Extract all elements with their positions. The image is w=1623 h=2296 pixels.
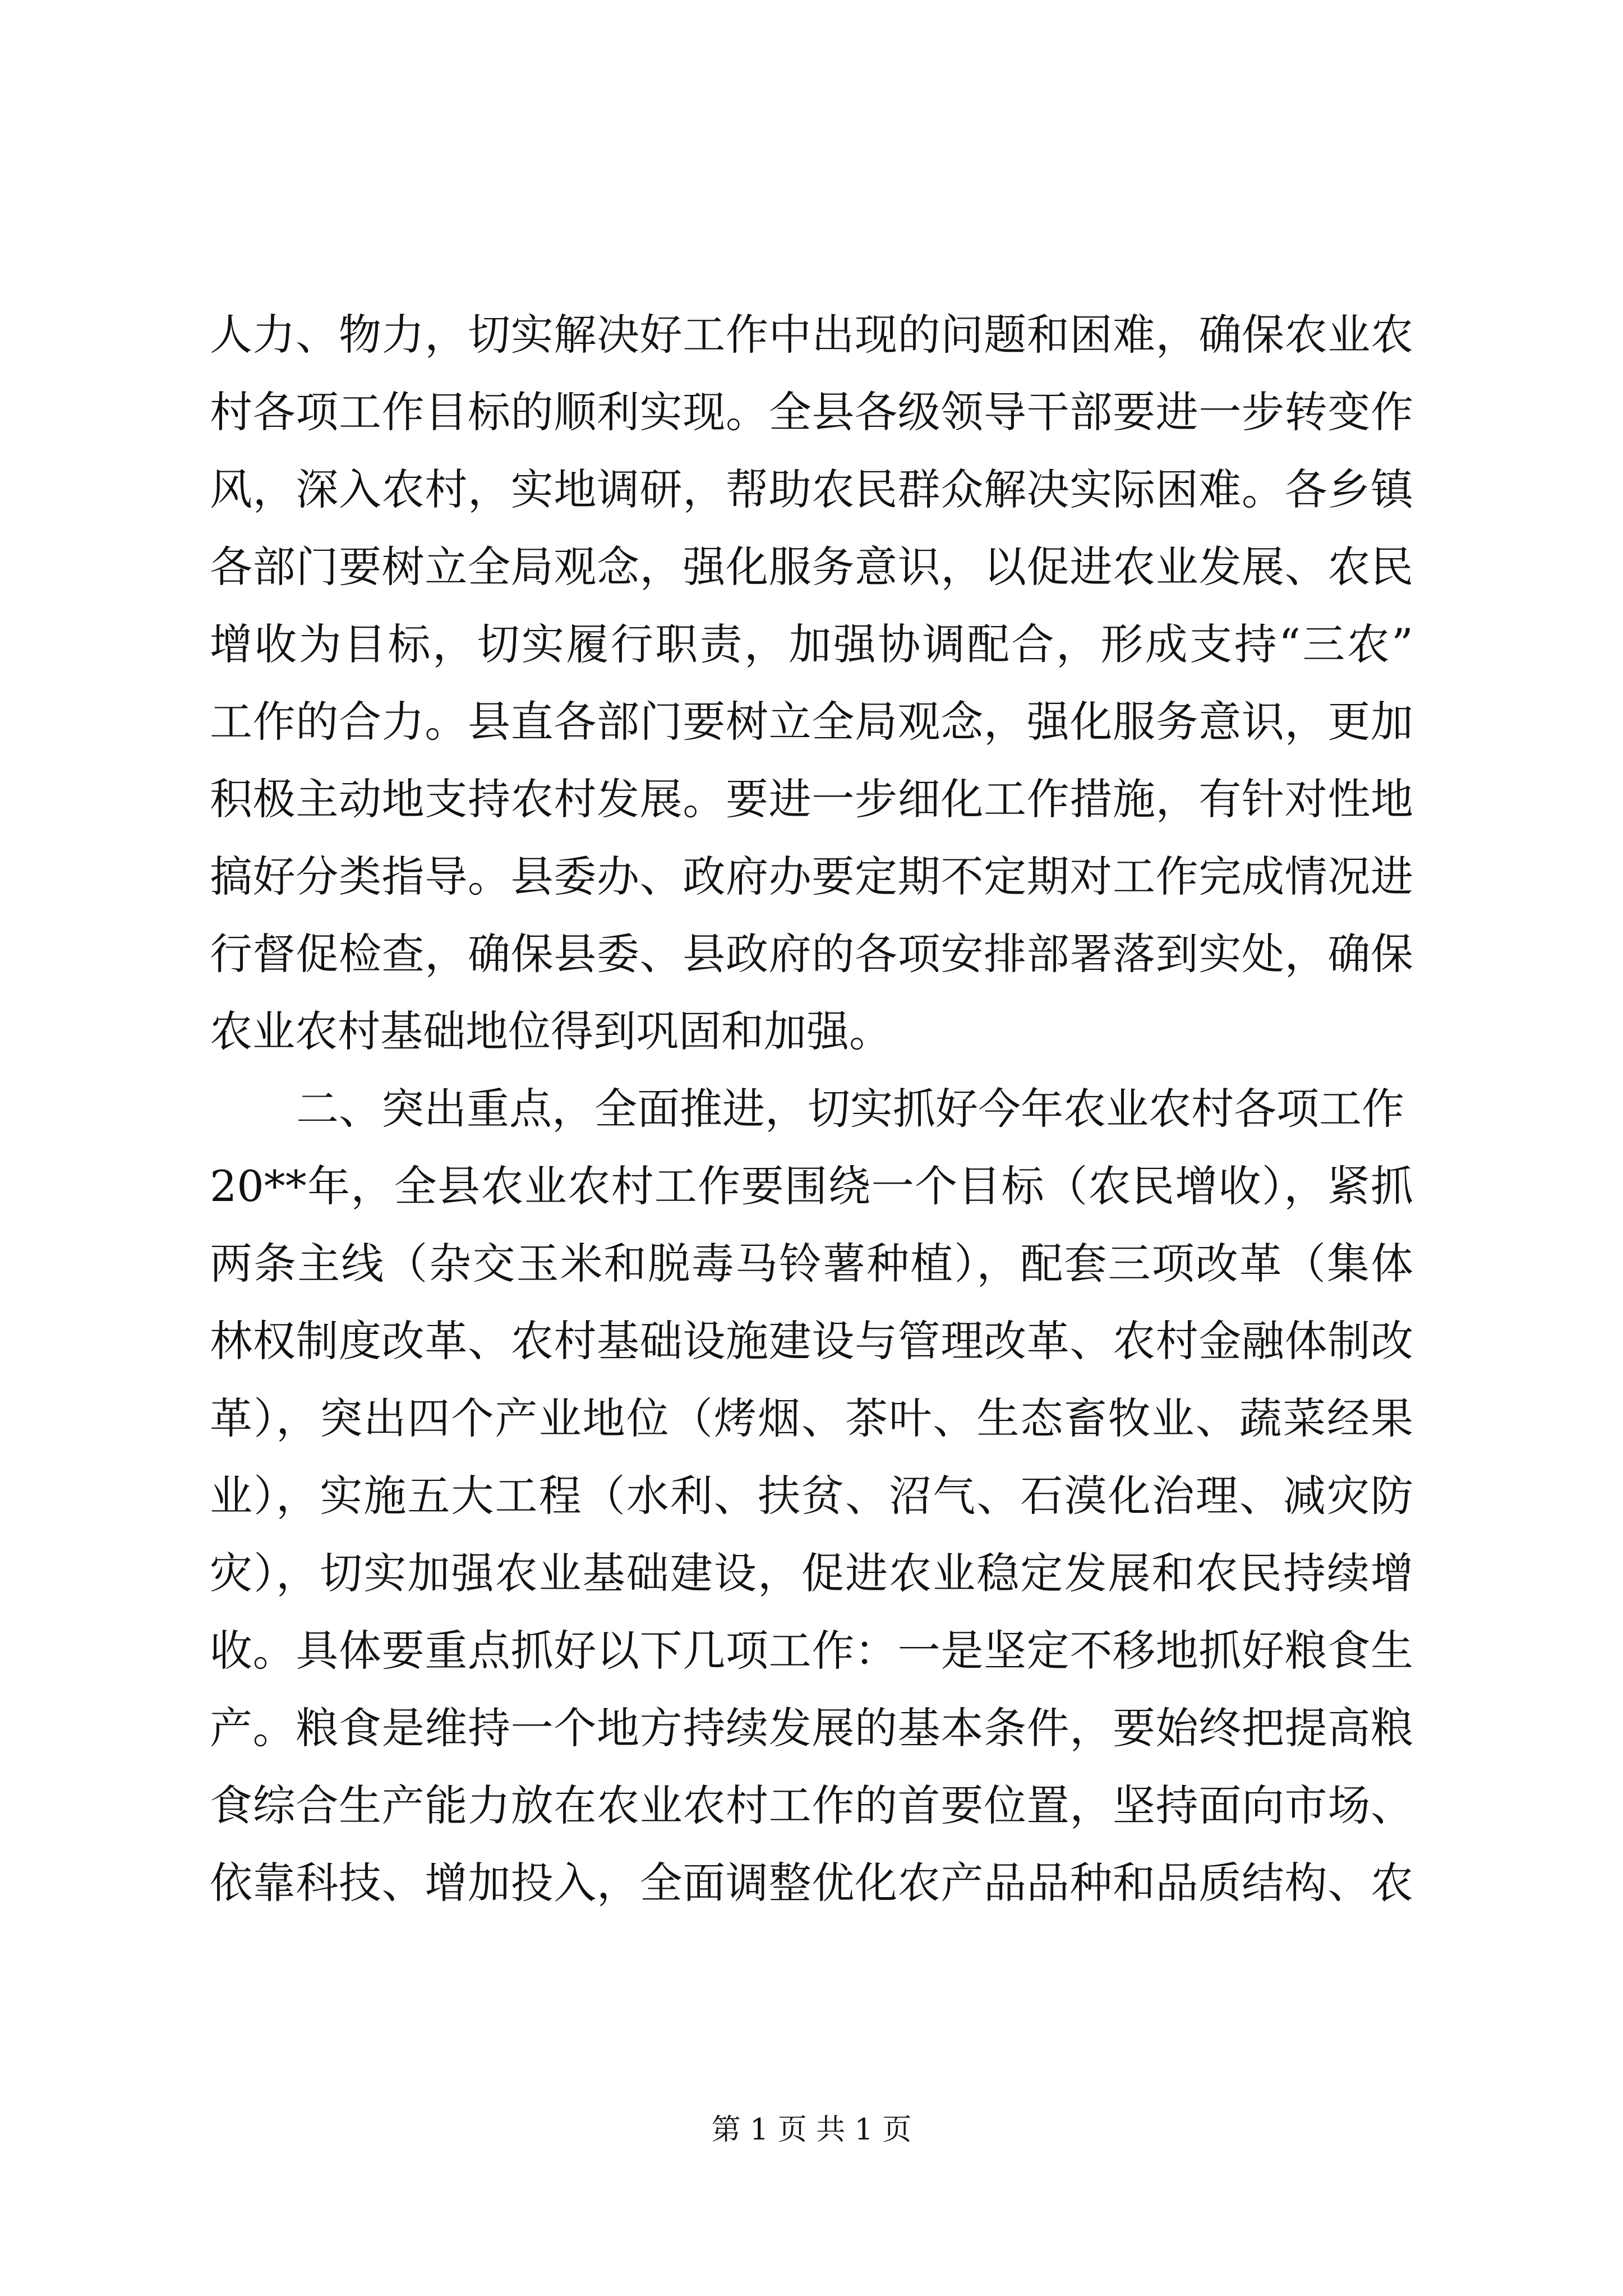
document-body bbox=[210, 296, 1413, 1922]
body-line-14: 林权制度改革、农村基础设施建设与管理改革、农村金融体制改 bbox=[210, 1316, 1413, 1366]
body-line-15: 革），突出四个产业地位（烤烟、茶叶、生态畜牧业、蔬菜经果 bbox=[210, 1393, 1413, 1443]
body-line-9: 行督促检查，确保县委、县政府的各项安排部署落到实处，确保 bbox=[210, 929, 1413, 979]
body-line-17: 灾），切实加强农业基础建设，促进农业稳定发展和农民持续增 bbox=[210, 1548, 1413, 1598]
body-line-2: 村各项工作目标的顺利实现。全县各级领导干部要进一步转变作 bbox=[210, 387, 1413, 437]
page-footer bbox=[0, 2110, 1623, 2150]
body-line-8: 搞好分类指导。县委办、政府办要定期不定期对工作完成情况进 bbox=[210, 852, 1413, 901]
body-line-3: 风，深入农村，实地调研，帮助农民群众解决实际困难。各乡镇 bbox=[210, 464, 1413, 514]
body-line-10: 农业农村基础地位得到巩固和加强。 bbox=[210, 1006, 892, 1056]
body-line-12: 20**年，全县农业农村工作要围绕一个目标（农民增收），紧抓 bbox=[210, 1161, 1413, 1211]
body-line-7: 积极主动地支持农村发展。要进一步细化工作措施，有针对性地 bbox=[210, 774, 1413, 824]
body-line-13: 两条主线（杂交玉米和脱毒马铃薯种植），配套三项改革（集体 bbox=[210, 1239, 1413, 1289]
body-line-18: 收。具体要重点抓好以下几项工作：一是坚定不移地抓好粮食生 bbox=[210, 1626, 1413, 1676]
page-number-label: 第 1 页 共 1 页 bbox=[711, 2113, 912, 2147]
body-line-19: 产。粮食是维持一个地方持续发展的基本条件，要始终把提高粮 bbox=[210, 1703, 1413, 1753]
body-line-16: 业），实施五大工程（水利、扶贫、沼气、石漠化治理、减灾防 bbox=[210, 1471, 1413, 1521]
body-line-4: 各部门要树立全局观念，强化服务意识，以促进农业发展、农民 bbox=[210, 542, 1413, 592]
body-line-5: 增收为目标，切实履行职责，加强协调配合，形成支持“三农” bbox=[210, 619, 1413, 669]
body-line-6: 工作的合力。县直各部门要树立全局观念，强化服务意识，更加 bbox=[210, 697, 1413, 747]
section-heading: 二、突出重点，全面推进，切实抓好今年农业农村各项工作 bbox=[296, 1084, 1404, 1134]
body-line-21: 依靠科技、增加投入，全面调整优化农产品品种和品质结构、农 bbox=[210, 1858, 1413, 1908]
body-line-20: 食综合生产能力放在农业农村工作的首要位置，坚持面向市场、 bbox=[210, 1780, 1413, 1830]
body-line-1: 人力、物力，切实解决好工作中出现的问题和困难，确保农业农 bbox=[210, 310, 1413, 360]
